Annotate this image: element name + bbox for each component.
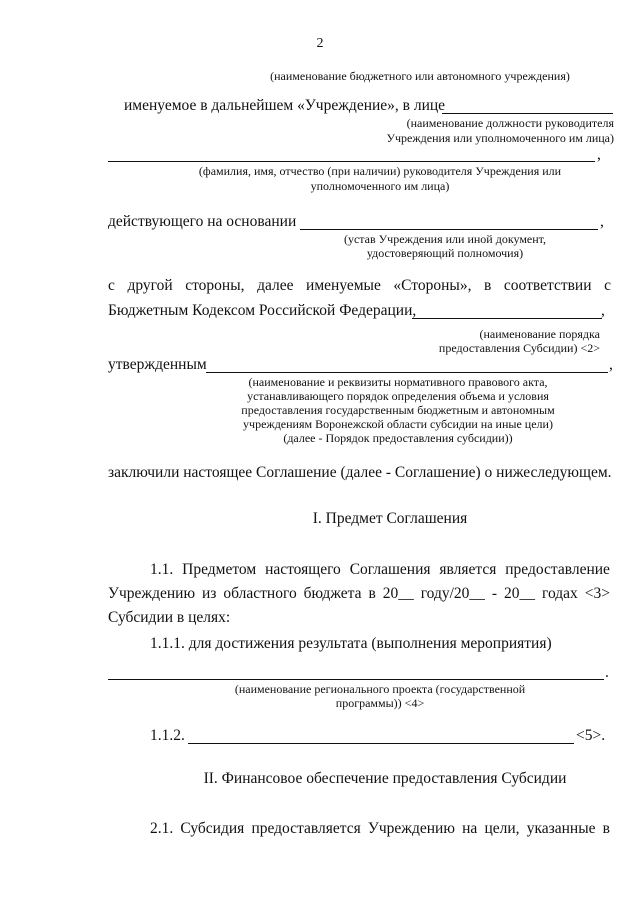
section-2-title: II. Финансовое обеспечение предоставления Субсидии [203,770,567,787]
word: другой [127,277,173,294]
word: бюджета [303,585,362,602]
caption-institution: (наименование бюджетного или автономного учреждения) [270,69,570,83]
word: в [368,585,376,602]
word: указанные [526,820,596,837]
procedure-comma: , [601,302,605,319]
acting-basis-text: действующего на основании [108,213,297,230]
p-2-1-line-1 [150,820,610,838]
p-1-1-2-number: 1.1.2. [150,727,185,744]
p-1-1-2-ref: <5>. [576,727,606,744]
caption-fio-1: (фамилия, имя, отчество (при наличии) руководителя Учреждения или [198,164,562,178]
word: <3> [584,585,610,602]
act-comma: , [609,356,613,373]
word: - [491,585,498,602]
basis-comma: , [600,213,604,230]
caption-charter-1: (устав Учреждения или иной документ, [343,232,547,246]
project-dot: . [605,664,609,681]
p-1-1-1: 1.1.1. для достижения результата (выполнения мероприятия) [150,635,552,652]
caption-position-2: Учреждения или уполномоченного им лица) [386,131,614,145]
caption-act-5: (далее - Порядок предоставления субсидии)) [283,431,513,445]
caption-procedure-2: предоставления Субсидии) <2> [438,341,600,355]
word: с [108,277,115,294]
word: далее [257,277,294,294]
page-number: 2 [316,36,324,51]
word: Соглашения [349,561,431,578]
word: 2.1. [150,820,174,837]
caption-act-1: (наименование и реквизиты нормативного правового акта, [248,375,548,389]
word: является [439,561,497,578]
word: стороны, [185,277,245,294]
caption-procedure-1: (наименование порядка [479,327,600,341]
p-1-1-line-2 [108,585,610,603]
caption-position-1: (наименование должности руководителя [406,116,614,130]
word: именуемые [306,277,381,294]
p-1-1-line-1 [150,561,610,579]
word: из [202,585,217,602]
caption-project-1: (наименование регионального проекта (государственной [234,682,526,696]
fio-comma: , [597,146,601,163]
caption-project-2: программы)) <4> [335,696,425,710]
word: Предметом [182,561,257,578]
p-1-1-line-3: Субсидии в целях: [108,609,231,626]
caption-charter-2: удостоверяющий полномочия) [366,246,524,260]
word: 20__ [504,585,536,602]
word: Учреждению [367,820,455,837]
word: предоставляется [251,820,361,837]
position-underline [442,113,613,114]
named-as-text: именуемое в дальнейшем «Учреждение», в лице [124,97,446,114]
budget-code-text: Бюджетным Кодексом Российской Федерации, [108,302,417,319]
caption-act-3: предоставления государственным бюджетным и автономным [241,403,555,417]
section-1-title: I. Предмет Соглашения [312,510,468,527]
caption-act-2: устанавливающего порядок определения объема и условия [247,389,549,403]
word: «Стороны», [393,277,472,294]
word: в [484,277,492,294]
word: годах [542,585,578,602]
word: соответствии [503,277,592,294]
project-underline [108,679,604,680]
word: 20__ [382,585,414,602]
word: областного [223,585,297,602]
caption-fio-2: уполномоченного им лица) [310,179,450,193]
approved-text: утвержденным [108,356,207,373]
concluded-text: заключили настоящее Соглашение (далее - Соглашение) о нижеследующем. [108,464,612,481]
basis-underline [300,229,598,230]
p-1-1-2-underline [188,743,574,744]
word: на [462,820,478,837]
act-underline [206,372,608,373]
word: предоставление [505,561,610,578]
word: с [604,277,611,294]
word: 1.1. [150,561,174,578]
word: цели, [484,820,520,837]
word: Учреждению [108,585,196,602]
fio-underline [108,161,595,162]
other-side-line [108,277,611,295]
procedure-underline [412,318,602,319]
word: настоящего [265,561,341,578]
word: в [602,820,610,837]
word: году/20__ [420,585,485,602]
caption-act-4: учреждениям Воронежской области субсидии на иные цели) [243,417,553,431]
word: Субсидия [180,820,245,837]
